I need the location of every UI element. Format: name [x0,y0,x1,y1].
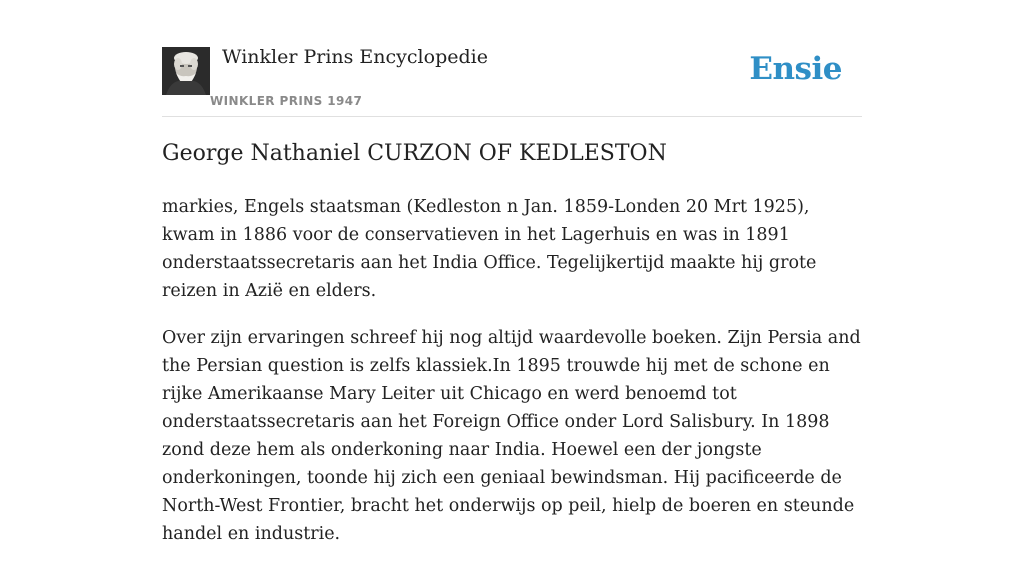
article-paragraph: Over zijn ervaringen schreef hij nog altijd waardevolle boeken. Zijn Persia and the Persian question is zelfs klassiek.In 1895 trouwde hij met de schone en rijke Amerikaanse Mary Leiter uit Chicago en werd benoemd tot onderstaatssecretaris aan het Foreign Office onder Lord Salisbury. In 1898 zond deze hem als onderkoning naar India. Hoewel een der jongste onderkoningen, toonde hij zich een geniaal bewindsman. Hij pacificeerde de North-West Frontier, bracht het onderwijs op peil, hielp de boeren en steunde handel en industrie. [162,328,861,544]
avatar[interactable] [162,47,210,95]
source-subtitle[interactable]: WINKLER PRINS 1947 [210,94,363,108]
source-title[interactable]: Winkler Prins Encyclopedie [222,46,488,68]
article-title: George Nathaniel CURZON OF KEDLESTON [162,141,667,166]
bearded-man-portrait-icon [162,47,210,95]
article-body [162,193,867,567]
article-paragraph: markies, Engels staatsman (Kedleston n Jan. 1859-Londen 20 Mrt 1925), kwam in 1886 voor de conservatieven in het Lagerhuis en was in 1891 onderstaatssecretaris aan het India Office. Tegelijkertijd maakte hij grote reizen in Azië en elders. [162,197,817,301]
header [162,0,862,117]
brand-logo[interactable]: Ensie [749,51,842,87]
